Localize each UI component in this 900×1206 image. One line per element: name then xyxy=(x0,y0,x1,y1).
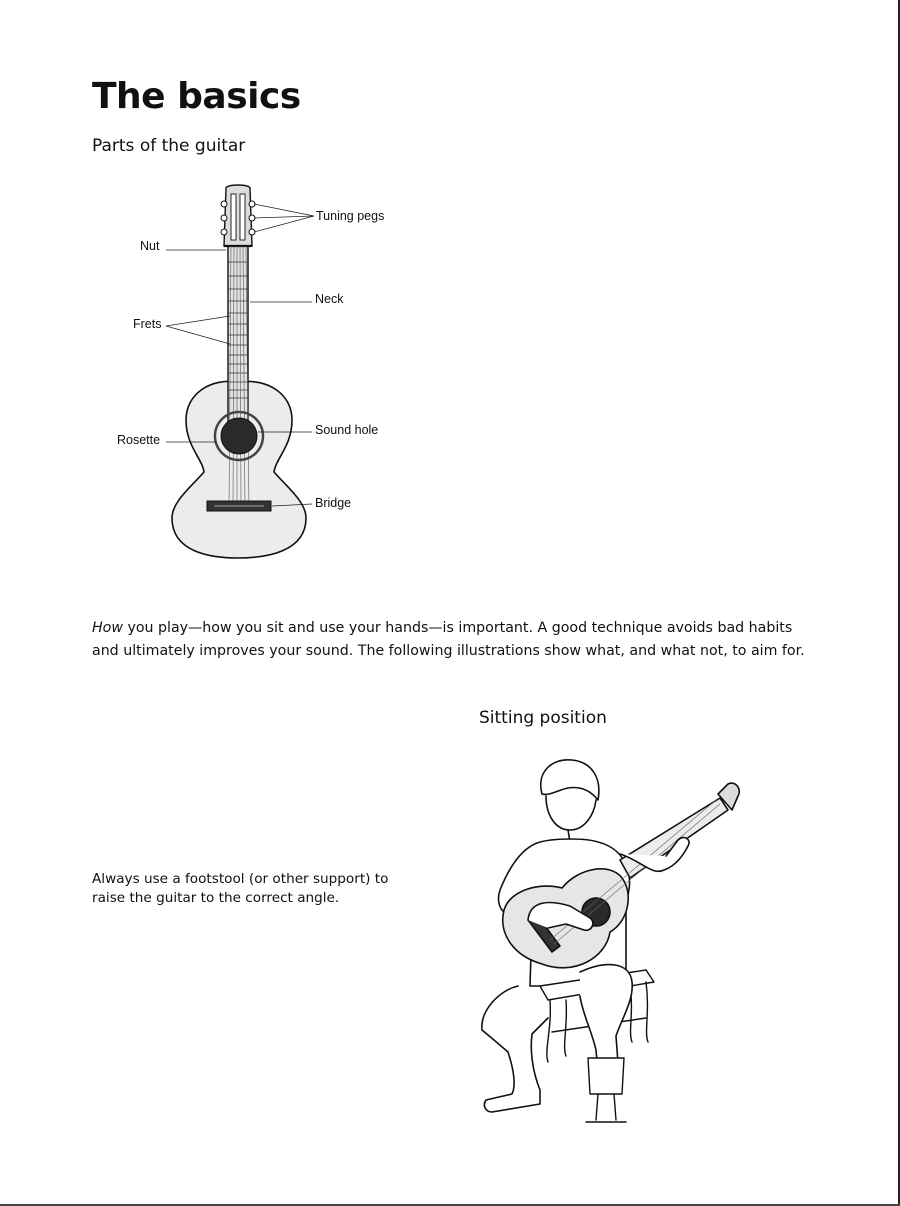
player-face xyxy=(546,796,596,830)
label-bridge: Bridge xyxy=(315,496,352,510)
guitar-parts-diagram xyxy=(100,170,410,570)
page-title: The basics xyxy=(92,76,301,117)
label-tuning-pegs: Tuning pegs xyxy=(316,209,385,223)
section-subtitle: Parts of the guitar xyxy=(92,136,246,156)
label-rosette: Rosette xyxy=(117,433,161,447)
label-neck: Neck xyxy=(315,292,344,306)
sitting-position-heading: Sitting position xyxy=(479,708,607,728)
player-hair xyxy=(541,760,599,800)
footstool-caption: Always use a footstool (or other support) to raise the guitar to the correct angle. xyxy=(92,871,389,906)
intro-paragraph xyxy=(92,617,822,663)
footstool xyxy=(586,1058,626,1122)
label-frets: Frets xyxy=(133,317,162,331)
intro-emphasis: How xyxy=(92,620,123,636)
intro-text: you play—how you sit and use your hands—is important. A good technique avoids bad habits and ultimately improves your sound. The following illustrations show what, and what not, to aim for. xyxy=(92,620,805,659)
label-sound-hole: Sound hole xyxy=(315,423,379,437)
guitar-head xyxy=(221,185,255,246)
label-nut: Nut xyxy=(140,239,160,253)
player-leg-left xyxy=(482,986,548,1112)
sitting-position-illustration xyxy=(470,750,740,1130)
guitar-sound-hole xyxy=(221,418,257,454)
